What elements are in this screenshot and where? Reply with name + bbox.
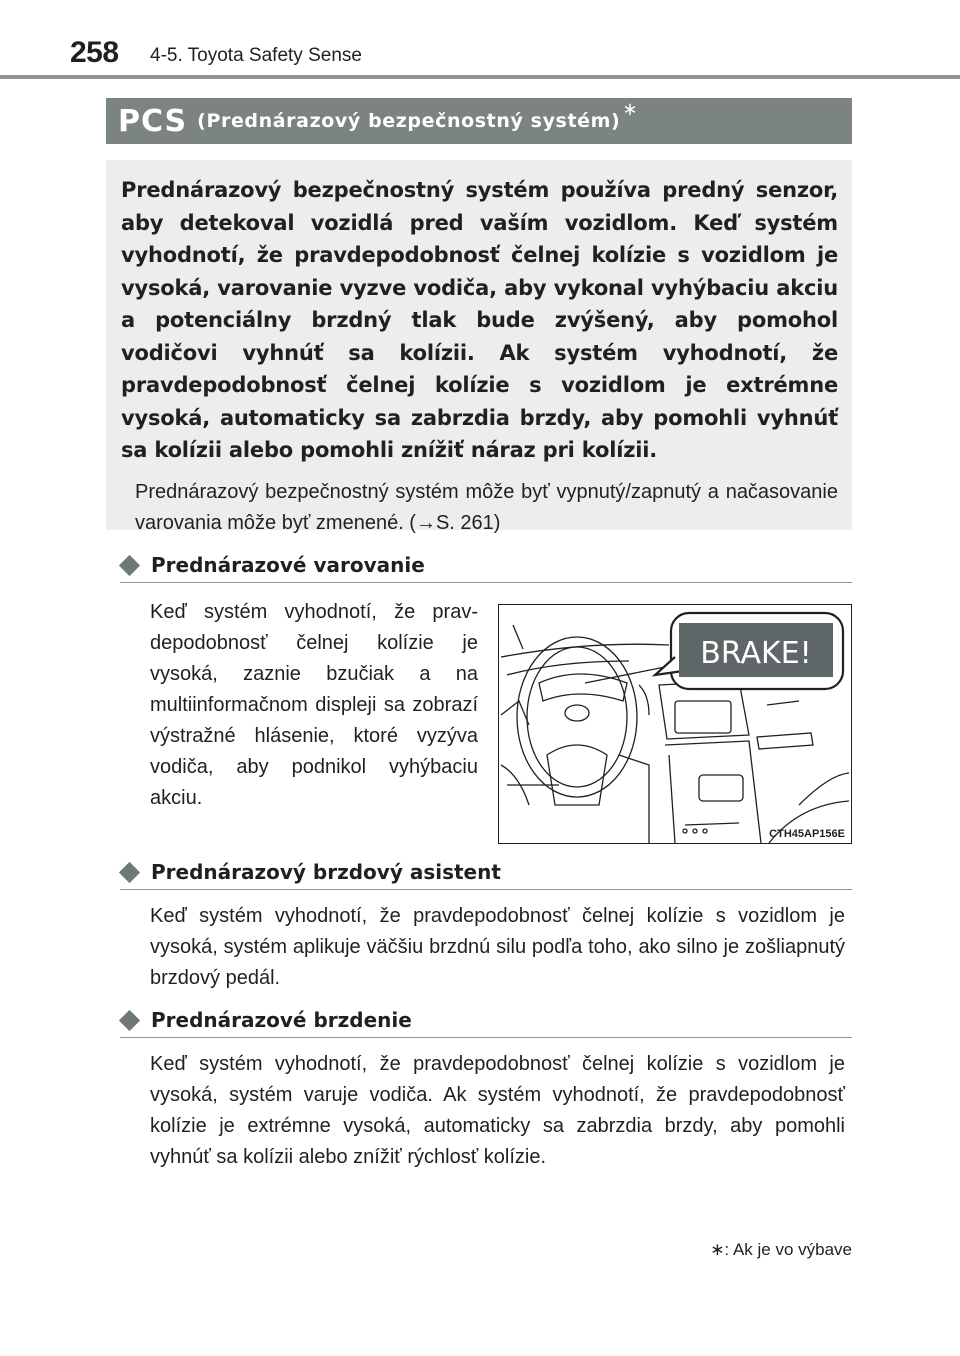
section-title-bar — [106, 98, 852, 144]
dashboard-illustration — [498, 604, 852, 844]
diamond-bullet-icon — [119, 554, 140, 575]
section-title: Prednárazový brzdový asistent — [151, 860, 501, 884]
section-heading-brake-assist — [120, 855, 852, 890]
footnote: ∗: Ak je vo výbave — [710, 1240, 852, 1259]
intro-note: Prednárazový bezpečnostný systém môže byť vypnutý/zapnutý a načasovanie varovania môže byť zmenené. (→S. 261) — [135, 480, 838, 534]
section-title: Prednárazové varovanie — [151, 553, 425, 577]
section-text-brake-assist: Keď systém vyhodnotí, že pravdepodobnosť čelnej kolízie s vozidlom je vysoká, systém aplikuje väčšiu brzdnú silu podľa toho, ako silno je zošliapnutý brzdový pedál. — [150, 905, 845, 989]
intro-box — [106, 160, 852, 534]
brake-warning-label: BRAKE! — [700, 636, 812, 671]
section-text-braking: Keď systém vyhodnotí, že pravdepodobnosť čelnej kolízie s vozidlom je vysoká, systém varuje vodiča. Ak systém vyhodnotí, že pravdepodobnosť kolízie je extrémne vysoká, automaticky sa zabrzdia brzdy, aby pomohli vyhnúť sa kolízii alebo znížiť rýchlosť kolízie. — [150, 1053, 845, 1168]
figure-code: CTH45AP156E — [769, 828, 845, 840]
section-title: Prednárazové brzdenie — [151, 1008, 412, 1032]
page-number: 258 — [70, 36, 119, 69]
intro-text: Prednárazový bezpečnostný systém používa predný senzor, aby detekoval vozidlá pred vaším vozidlom. Keď systém vyhodnotí, že pravdepodobnosť čelnej kolízie s vozidlom je vysoká, varovanie vyzve vodiča, aby vykonal vyhýbaciu akciu a potenciálny brzdný tlak bude zvýšený, aby pomohol vodičovi vyhnúť sa kolízii. Ak systém vyhodnotí, že pravdepodobnosť čelnej kolízie s vozidlom je extrémne vysoká, automaticky sa zabrzdia brzdy, aby pomohli vyhnúť sa kolízii alebo pomohli znížiť náraz pri kolízii. — [121, 178, 838, 462]
title-subtitle: (Prednárazový bezpečnostný systém) — [197, 110, 621, 132]
title-asterisk: ∗ — [622, 98, 638, 119]
diamond-bullet-icon — [119, 861, 140, 882]
header-rule — [0, 75, 960, 79]
dashboard-drawing — [499, 605, 851, 843]
section-text-warning: Keď systém vyhodnotí, že pravdepodobnosť čelnej kolízie je vysoká, zaznie bzučiak a na multiinformačnom displeji sa zobrazí výstražné hlásenie, ktoré vyzýva vodiča, aby podnikol vyhýbaciu akciu. — [150, 601, 478, 809]
diamond-bullet-icon — [119, 1009, 140, 1030]
chapter-title: 4-5. Toyota Safety Sense — [150, 45, 362, 66]
section-heading-warning — [120, 548, 852, 583]
section-heading-braking — [120, 1003, 852, 1038]
title-main: PCS — [118, 103, 188, 139]
